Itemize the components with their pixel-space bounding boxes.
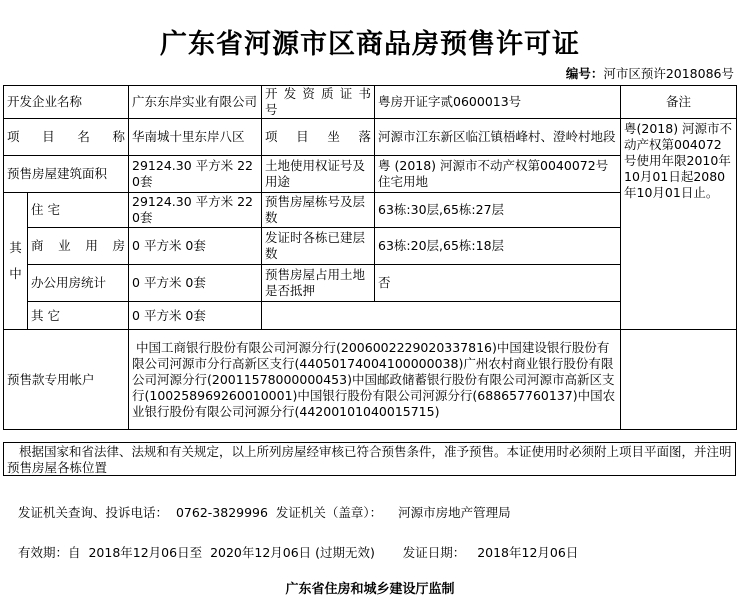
validity-end: 2020年12月06日: [210, 545, 312, 560]
among-label-2: 中: [9, 266, 22, 281]
building-floors-value: 63栋:30层,65栋:27层: [375, 193, 621, 228]
among-label: [4, 193, 28, 330]
remarks-value: 粤(2018) 河源市不动产权第004072号使用年限2010年10月01日起2080年10月01日止。: [621, 119, 737, 330]
qualification-label: 开 发 资 质 证 书 号: [262, 86, 375, 119]
contact-line: [18, 503, 511, 521]
validity-start: 2018年12月06日: [88, 545, 190, 560]
project-location-value: 河源市江东新区临江镇梧峰村、澄岭村地段: [375, 119, 621, 156]
area-label: 预售房屋建筑面积: [4, 156, 129, 193]
validity-label: 有效期：自: [18, 545, 81, 560]
project-name-label: 项 目 名 称: [4, 119, 129, 156]
authority-value: 河源市房地产管理局: [398, 505, 511, 520]
validity-line: [18, 543, 578, 561]
certificate-table: [3, 85, 737, 430]
mortgage-value: 否: [375, 265, 621, 302]
office-label: 办公用房统计: [28, 265, 129, 302]
other-value: 0 平方米 0套: [129, 302, 262, 330]
qualification-value: 粤房开证字贰0600013号: [375, 86, 621, 119]
account-label: 预售款专用帐户: [4, 330, 129, 430]
certificate-notes: 根据国家和省法律、法规和有关规定，以上所列房屋经审核已符合预售条件，准予预售。本证使用时必须附上项目平面图，并注明预售房屋各栋位置: [3, 442, 736, 476]
built-floors-value: 63栋:20层,65栋:18层: [375, 228, 621, 265]
commercial-label: 商 业 用 房: [28, 228, 129, 265]
supervisor-footer: 广东省住房和城乡建设厅监制: [285, 582, 455, 597]
building-floors-label: 预售房屋栋号及层数: [262, 193, 375, 228]
land-cert-value: 粤 (2018) 河源市不动产权第0040072号 住宅用地: [375, 156, 621, 193]
residential-value: 29124.30 平方米 220套: [129, 193, 262, 228]
project-location-label: 项 目 坐 落: [262, 119, 375, 156]
phone-value: 0762-3829996: [175, 505, 268, 520]
issue-date: 2018年12月06日: [477, 545, 579, 560]
authority-label: 发证机关（盖章）：: [275, 505, 383, 520]
project-name-value: 华南城十里东岸八区: [129, 119, 262, 156]
account-value: 中国工商银行股份有限公司河源分行(2006002229020337816)中国建设银行股份有限公司河源市分行高新区支行(44050174004100000038)广州农村商业银行股份有限公司河源分行(20011578000000453)中国邮政储蓄银行股份有限公司河源市高新区支行(100258969260010001)中国银行股份有限公司河源分行(688657760137)中国农业银行股份有限公司河源分行(44200101040015715): [129, 330, 621, 430]
certificate-number: [566, 64, 734, 82]
developer-label: 开发企业名称: [4, 86, 129, 119]
area-value: 29124.30 平方米 220套: [129, 156, 262, 193]
among-label-1: 其: [9, 240, 22, 255]
number-value: 河市区预许2018086号: [603, 66, 734, 81]
validity-to: 至: [189, 545, 203, 560]
built-floors-label: 发证时各栋已建层数: [262, 228, 375, 265]
number-label: 编号：: [565, 66, 604, 81]
other-label: 其 它: [28, 302, 129, 330]
empty-cell: [262, 302, 737, 330]
phone-label: 发证机关查询、投诉电话：: [18, 505, 169, 520]
residential-label: 住 宅: [28, 193, 129, 228]
developer-value: 广东东岸实业有限公司: [129, 86, 262, 119]
commercial-value: 0 平方米 0套: [129, 228, 262, 265]
page-title: 广东省河源市区商品房预售许可证: [160, 29, 580, 60]
account-blank: [621, 330, 737, 430]
office-value: 0 平方米 0套: [129, 265, 262, 302]
issue-label: 发证日期：: [402, 545, 466, 560]
mortgage-label: 预售房屋占用土地是否抵押: [262, 265, 375, 302]
land-cert-label: 土地使用权证号及用途: [262, 156, 375, 193]
remarks-label: 备注: [621, 86, 737, 119]
validity-expired-note: (过期无效): [315, 545, 375, 560]
